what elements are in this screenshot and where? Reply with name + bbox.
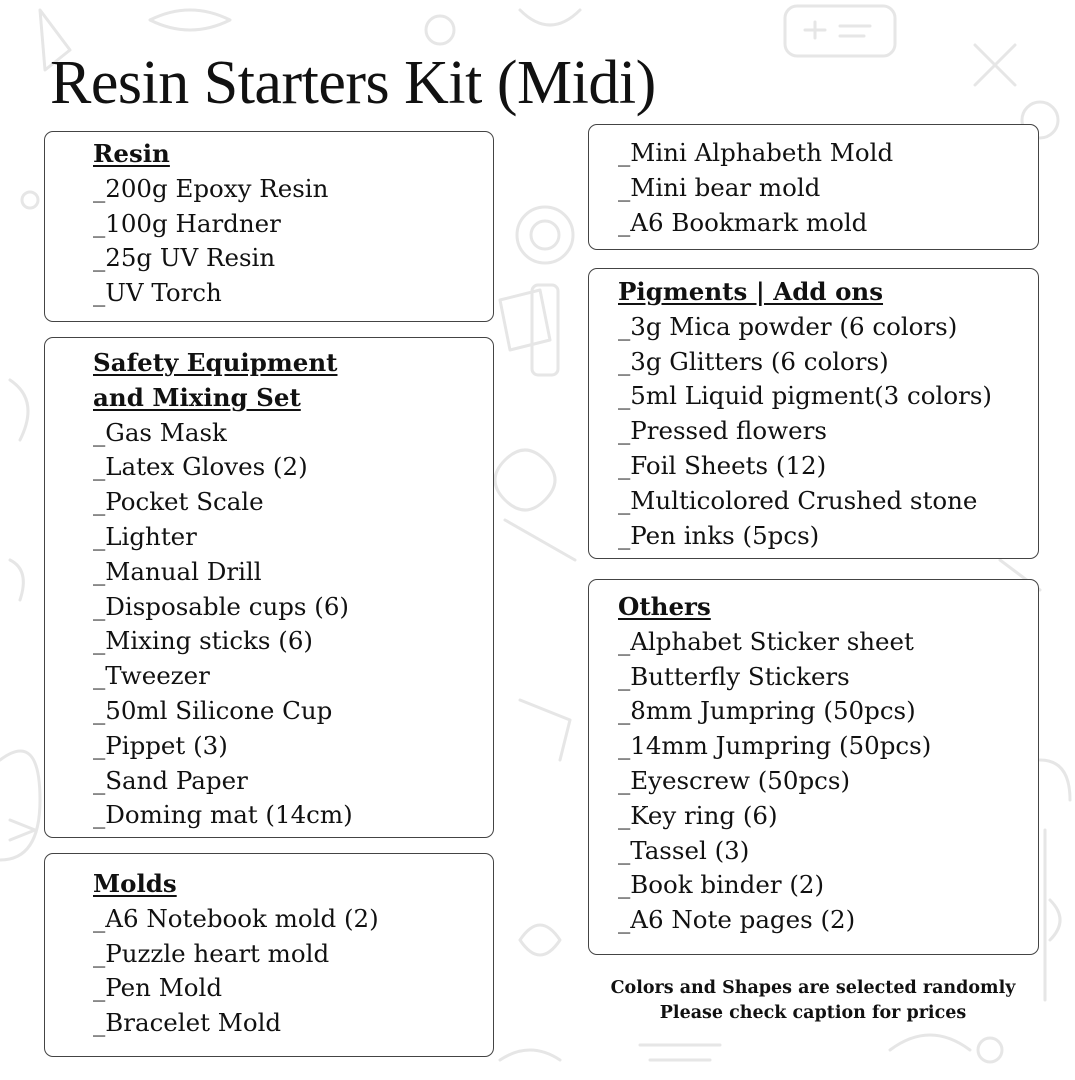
resin-section (44, 131, 494, 322)
checklist-item: _A6 Note pages (2) (618, 905, 856, 935)
checklist-item: _5ml Liquid pigment(3 colors) (618, 381, 992, 411)
checklist-item: _Doming mat (14cm) (93, 800, 353, 830)
others-heading: Others (618, 592, 711, 621)
checklist-item: _Pippet (3) (93, 730, 228, 760)
checklist-item: _Sand Paper (93, 765, 248, 795)
checklist-item: _Eyescrew (50pcs) (618, 765, 851, 795)
checklist-item: _A6 Notebook mold (2) (93, 903, 379, 933)
checklist-item: _Disposable cups (6) (93, 591, 349, 621)
checklist-item: _Foil Sheets (12) (618, 450, 827, 480)
checklist-item: _Multicolored Crushed stone (618, 485, 978, 515)
checklist-item: _Pen Mold (93, 973, 223, 1003)
pigments-section (588, 268, 1039, 559)
checklist-item: _Lighter (93, 521, 197, 551)
checklist-item: _Pen inks (5pcs) (618, 520, 820, 550)
checklist-item: _Pocket Scale (93, 487, 264, 517)
checklist-item: _200g Epoxy Resin (93, 173, 329, 203)
checklist-item: _25g UV Resin (93, 243, 276, 273)
footer-note (588, 976, 1038, 1026)
checklist-item: _Mixing sticks (6) (93, 626, 313, 656)
checklist-item: _Alphabet Sticker sheet (618, 626, 914, 656)
checklist-item: _8mm Jumpring (50pcs) (618, 696, 916, 726)
checklist-item: _3g Glitters (6 colors) (618, 346, 889, 376)
molds-heading: Molds (93, 869, 177, 898)
checklist-item: _50ml Silicone Cup (93, 695, 333, 725)
safety-section (44, 337, 494, 838)
checklist-item: _Tassel (3) (618, 835, 750, 865)
checklist-item: _Bracelet Mold (93, 1008, 282, 1038)
checklist-item: _3g Mica powder (6 colors) (618, 311, 958, 341)
checklist-item: _Mini Alphabeth Mold (618, 138, 894, 167)
safety-heading-line2: and Mixing Set (93, 382, 301, 412)
molds-section (44, 853, 494, 1057)
pigments-heading: Pigments | Add ons (618, 277, 884, 306)
checklist-item: _14mm Jumpring (50pcs) (618, 731, 932, 761)
checklist-item: _Manual Drill (93, 556, 262, 586)
checklist-item: _Mini bear mold (618, 172, 821, 202)
others-section (588, 579, 1039, 955)
safety-heading-line1: Safety Equipment (93, 348, 338, 377)
note-line-1: Colors and Shapes are selected randomly (610, 978, 1016, 998)
checklist-item: _100g Hardner (93, 208, 281, 238)
checklist-item: _A6 Bookmark mold (618, 207, 868, 237)
checklist-item: _Book binder (2) (618, 870, 825, 900)
note-line-2: Please check caption for prices (659, 1003, 967, 1023)
checklist-item: _Gas Mask (93, 417, 227, 447)
checklist-item: _Puzzle heart mold (93, 938, 330, 968)
checklist-item: _Pressed flowers (618, 416, 827, 446)
checklist-item: _Butterfly Stickers (618, 661, 850, 691)
checklist-item: _Latex Gloves (2) (93, 452, 308, 482)
checklist-item: _Key ring (6) (618, 800, 778, 830)
checklist-item: _Tweezer (93, 661, 210, 691)
checklist-item: _UV Torch (93, 278, 222, 308)
molds-continued-section (588, 124, 1039, 250)
page-title: Resin Starters Kit (Midi) (50, 49, 656, 117)
resin-heading: Resin (93, 139, 170, 168)
